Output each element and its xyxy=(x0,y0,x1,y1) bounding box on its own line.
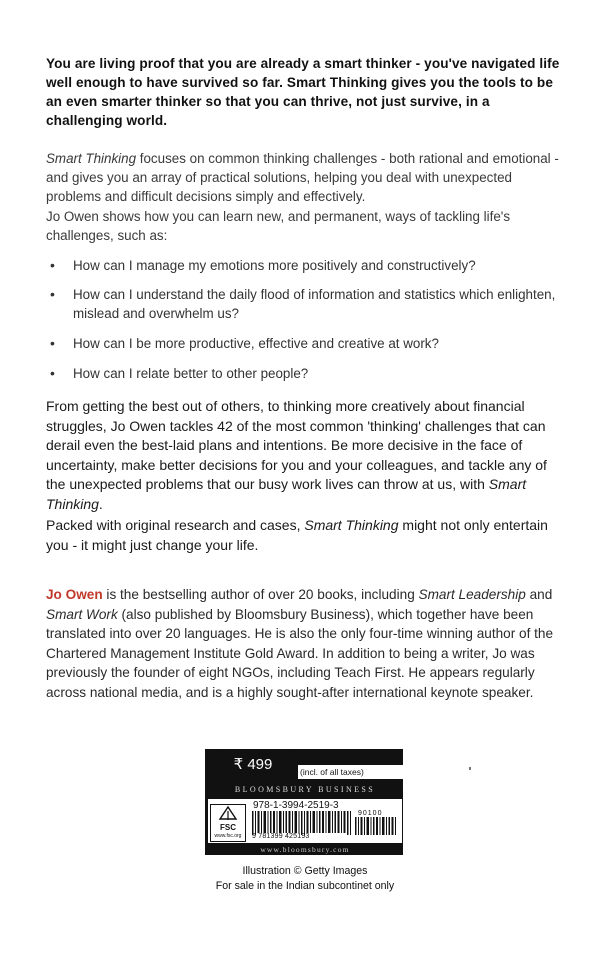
barcode-digits: 9 781399 425193 xyxy=(252,833,310,840)
challenge-list xyxy=(46,256,566,383)
bullet-icon: • xyxy=(50,335,55,351)
price-addon-digits: 90100 xyxy=(358,810,383,817)
description-paragraph: Smart Thinking focuses on common thinking challenges - both rational and emotional - and gives you an array of practical solutions, helping you deal with unexpected problems and difficult decisions simply and effectively. xyxy=(46,151,559,204)
bullet-icon: • xyxy=(50,365,55,381)
list-item: • How can I be more productive, effective and creative at work? xyxy=(50,335,439,351)
fsc-logo: FSC www.fsc.org xyxy=(210,804,246,842)
author-bio: Jo Owen is the bestselling author of over 20 books, including Smart Leadership and Smart Work (also published by Bloomsbury Business), which together have been translated into over 20 languages. He is also the only four-time winning author of the Chartered Management Institute Gold Award. In addition to being a writer, Jo was previously the founder of eight NGOs, including Teach First. He appears regularly across national media, and is a highly sought-after international keynote speaker. xyxy=(46,587,554,700)
challenges-intro: Jo Owen shows how you can learn new, and permanent, ways of tackling life's challenges, such as: xyxy=(46,209,511,243)
book-title: Smart Thinking xyxy=(46,151,137,166)
bullet-icon: • xyxy=(50,257,55,273)
barcode-icon xyxy=(252,811,397,835)
price-tag: ₹ 499 xyxy=(208,749,298,781)
closing-paragraph: Packed with original research and cases, Smart Thinking might not only entertain you - it might just change your life. xyxy=(46,517,548,553)
summary-paragraph: From getting the best out of others, to thinking more creatively about financial struggles, Jo Owen tackles 42 of the most common 'thinking' challenges that can derail even the best-laid plans and intentions. Be more decisive in the face of uncertainty, make better decisions for you and your colleagues, and tackle any of the unexpected problems that our busy work lives can throw at us, with Smart Thinking. xyxy=(46,398,547,512)
credits xyxy=(0,864,600,894)
print-speck xyxy=(469,767,471,770)
bullet-icon: • xyxy=(50,286,55,302)
publisher-name: BLOOMSBURY BUSINESS xyxy=(234,785,376,794)
isbn-panel xyxy=(208,799,402,843)
taxes-note: (incl. of all taxes) xyxy=(298,765,405,779)
list-item: • How can I understand the daily flood of information and statistics which enlighten, mislead and overwhelm us? xyxy=(50,286,556,321)
list-item: • How can I manage my emotions more positively and constructively? xyxy=(50,257,476,273)
publisher-website: www.bloomsbury.com xyxy=(260,845,350,854)
intro-blurb: You are living proof that you are already a smart thinker - you've navigated life well enough to have survived so far. Smart Thinking gives you the tools to be an even smarter thinker so that you can thrive, not just survive, in a challenging world. xyxy=(46,56,560,128)
sale-region-note: For sale in the Indian subcontinet only xyxy=(215,880,395,892)
illustration-credit: Illustration © Getty Images xyxy=(242,865,368,877)
list-item: • How can I relate better to other people? xyxy=(50,365,309,381)
tree-icon xyxy=(217,805,239,821)
author-name: Jo Owen xyxy=(46,587,103,602)
isbn-number: 978-1-3994-2519-3 xyxy=(253,800,339,811)
